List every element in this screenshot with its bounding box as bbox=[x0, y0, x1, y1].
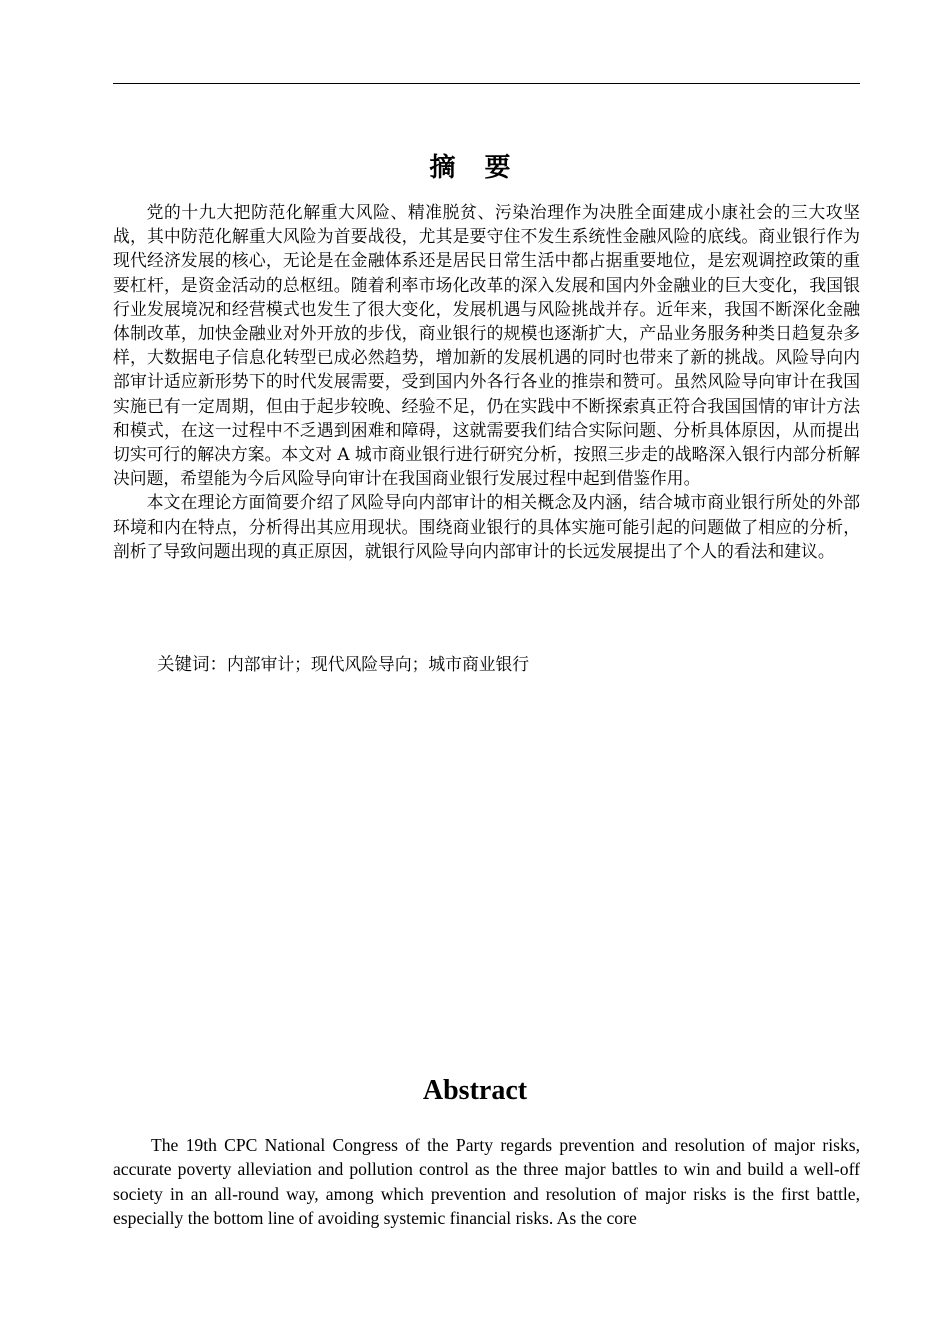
english-abstract-body bbox=[113, 1133, 860, 1231]
chinese-keywords bbox=[157, 652, 529, 677]
header-rule bbox=[113, 83, 860, 84]
keywords-text: 内部审计；现代风险导向；城市商业银行 bbox=[227, 654, 530, 674]
chinese-abstract-body bbox=[113, 200, 860, 563]
english-abstract-title: Abstract bbox=[422, 1075, 528, 1106]
keywords-label: 关键词： bbox=[157, 655, 227, 675]
english-abstract-paragraph: The 19th CPC National Congress of the Party regards prevention and resolution of major risks, accurate poverty alleviation and pollution control as the three major battles to win and build a well-off society in an all-round way, among which prevention and resolution of major risks is the first battle, especially the bottom line of avoiding systemic financial risks. As the core bbox=[113, 1135, 860, 1229]
chinese-abstract-title: 摘 要 bbox=[429, 153, 521, 183]
chinese-abstract-paragraph: 本文在理论方面简要介绍了风险导向内部审计的相关概念及内涵，结合城市商业银行所处的外部环境和内在特点，分析得出其应用现状。围绕商业银行的具体实施可能引起的问题做了相应的分析，剖析了导致问题出现的真正原因，就银行风险导向内部审计的长远发展提出了个人的看法和建议。 bbox=[113, 492, 860, 561]
chinese-abstract-paragraph: 党的十九大把防范化解重大风险、精准脱贫、污染治理作为决胜全面建成小康社会的三大攻坚战，其中防范化解重大风险为首要战役，尤其是要守住不发生系统性金融风险的底线。商业银行作为现代经济发展的核心，无论是在金融体系还是居民日常生活中都占据重要地位，是宏观调控政策的重要杠杆，是资金活动的总枢纽。随着利率市场化改革的深入发展和国内外金融业的巨大变化，我国银行业发展境况和经营模式也发生了很大变化，发展机遇与风险挑战并存。近年来，我国不断深化金融体制改革，加快金融业对外开放的步伐，商业银行的规模也逐渐扩大，产品业务服务种类日趋复杂多样，大数据电子信息化转型已成必然趋势，增加新的发展机遇的同时也带来了新的挑战。风险导向内部审计适应新形势下的时代发展需要，受到国内外各行各业的推崇和赞可。虽然风险导向审计在我国实施已有一定周期，但由于起步较晚、经验不足，仍在实践中不断探索真正符合我国国情的审计方法和模式，在这一过程中不乏遇到困难和障碍，这就需要我们结合实际问题、分析具体原因，从而提出切实可行的解决方案。本文对 A 城市商业银行进行研究分析，按照三步走的战略深入银行内部分析解决问题，希望能为今后风险导向审计在我国商业银行发展过程中起到借鉴作用。 bbox=[113, 202, 860, 489]
